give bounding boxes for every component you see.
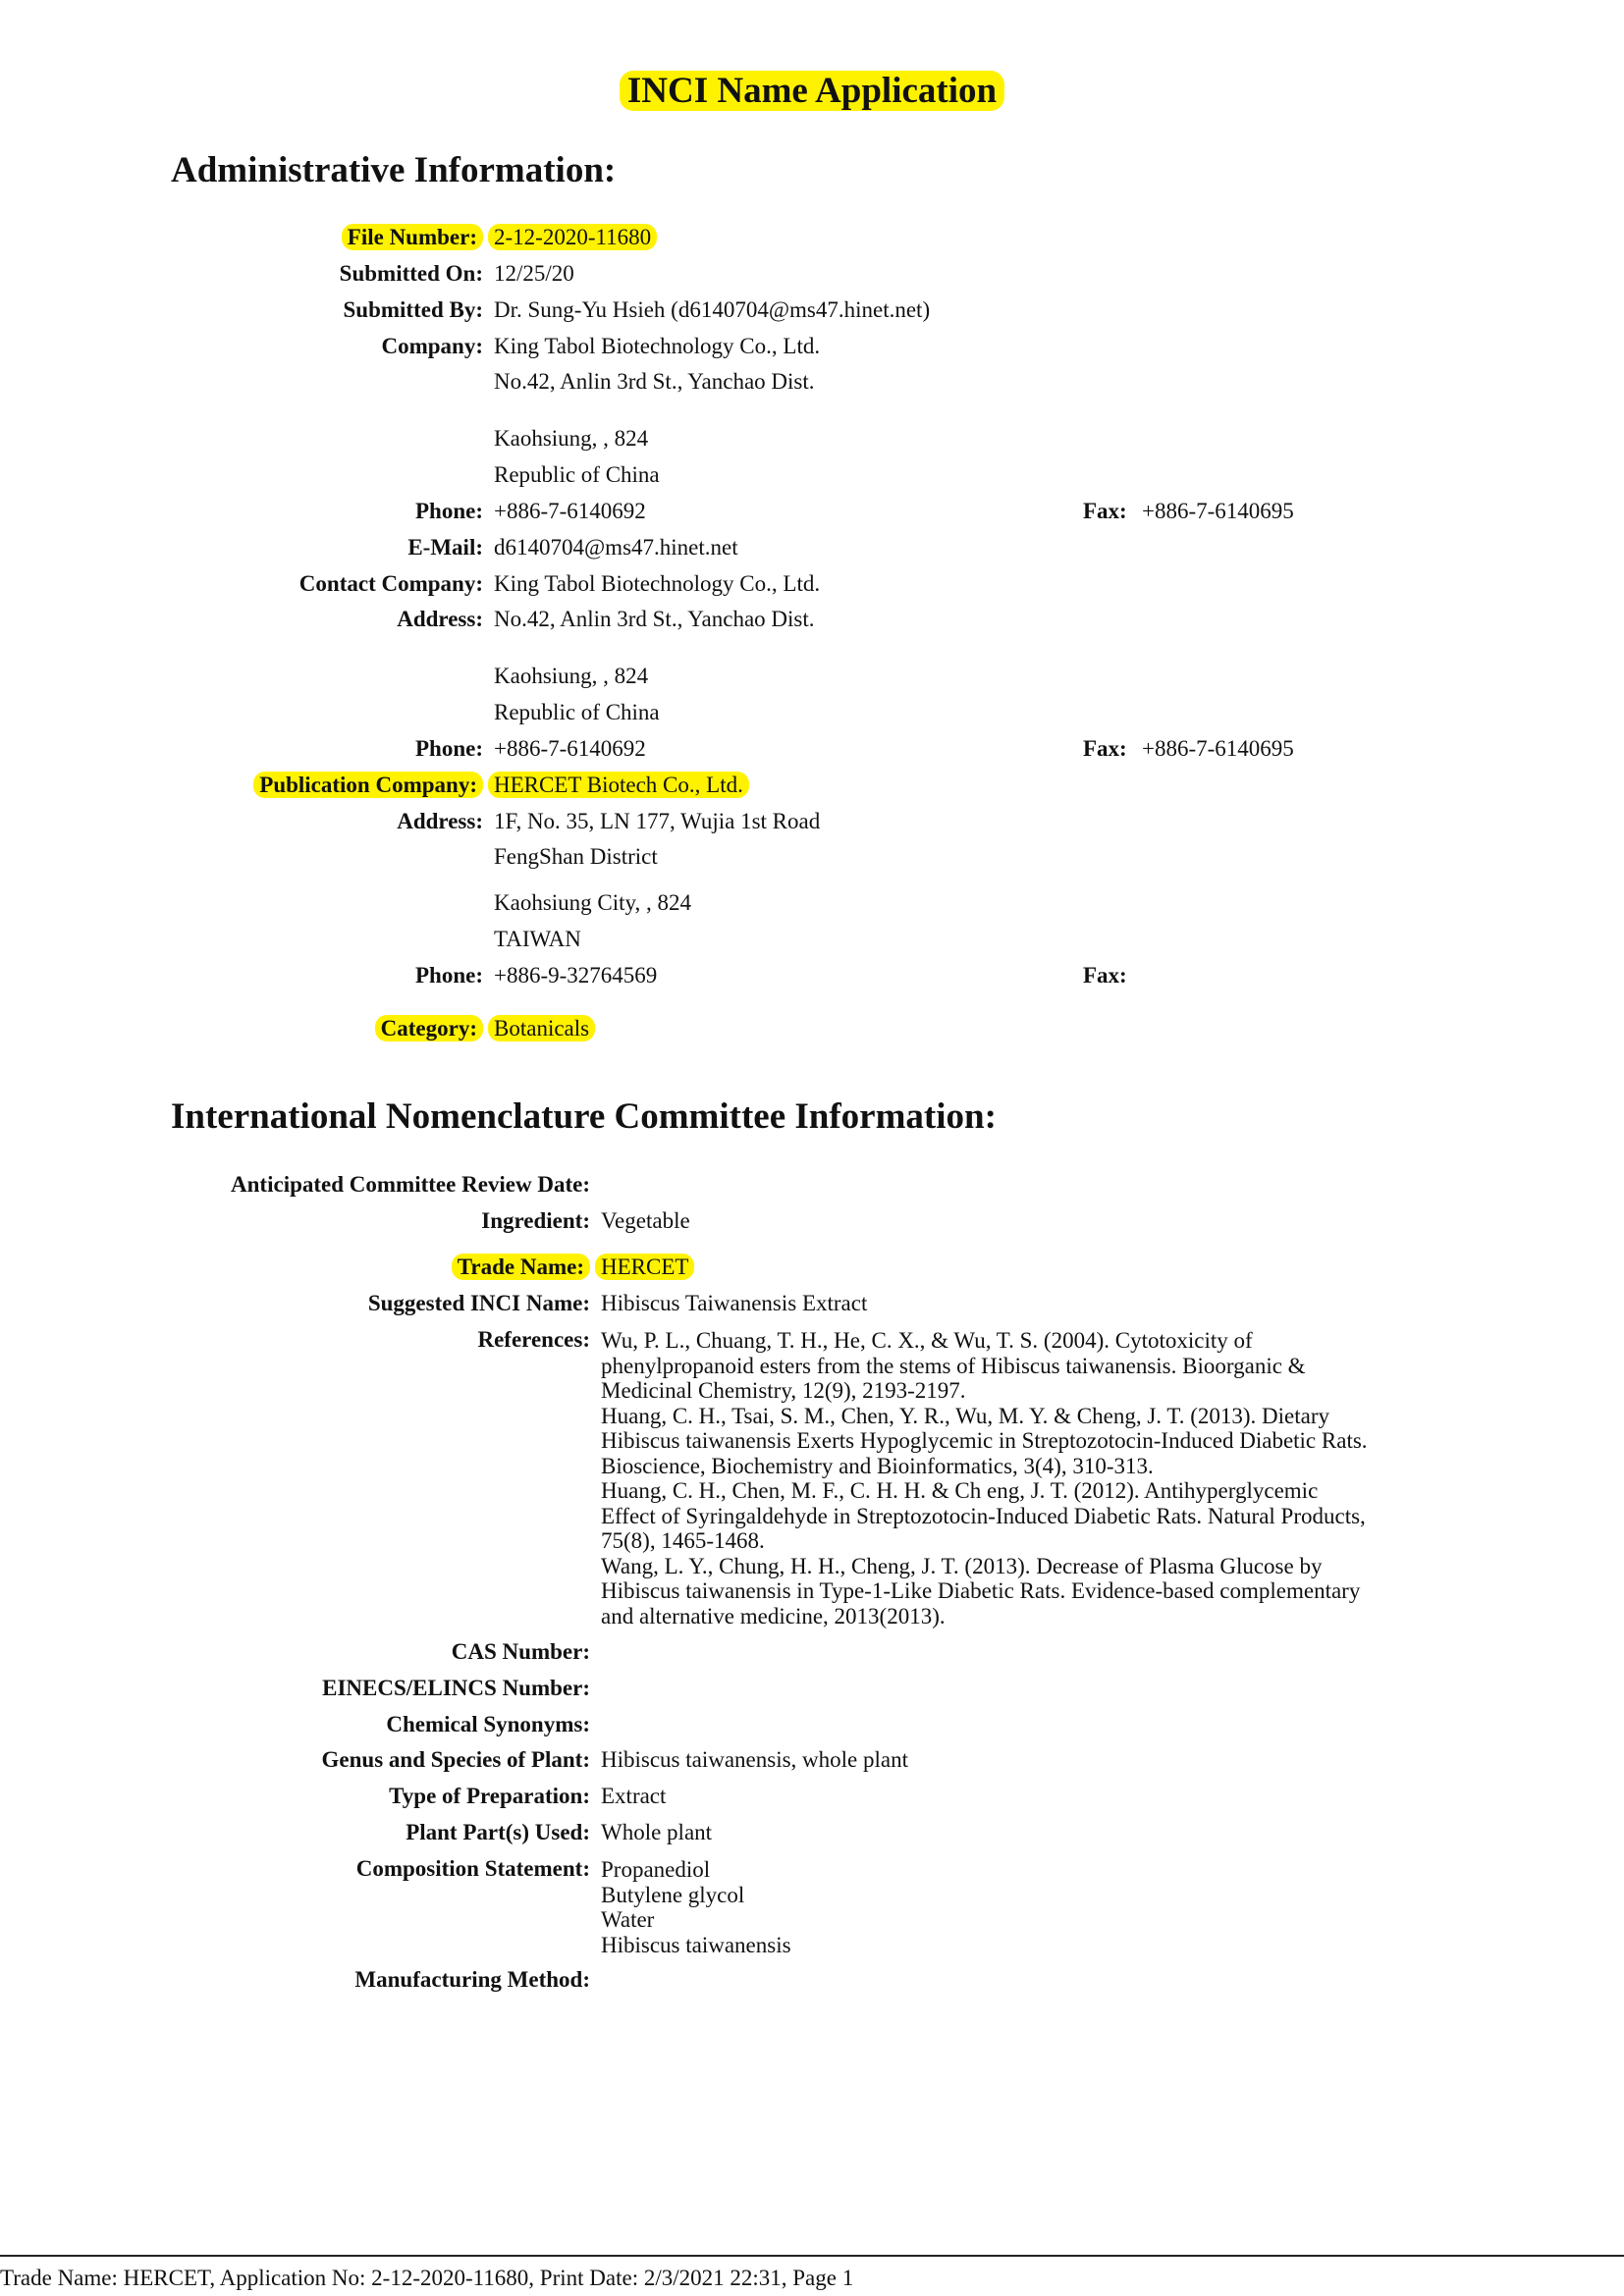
manufacturing-label: Manufacturing Method: [354, 1967, 590, 1992]
reference-line: and alternative medicine, 2013(2013). [601, 1603, 946, 1629]
composition-item: Hibiscus taiwanensis [601, 1932, 791, 1957]
prep-label: Type of Preparation: [389, 1784, 590, 1808]
reference-line: Huang, C. H., Tsai, S. M., Chen, Y. R., Wu, M. Y. & Cheng, J. T. (2013). Dietary [601, 1403, 1329, 1428]
company-phone: +886-7-6140692 [494, 499, 646, 523]
pub-phone: +886-9-32764569 [494, 963, 658, 988]
page-footer: Trade Name: HERCET, Application No: 2-12-2020-11680, Print Date: 2/3/2021 22:31, Page 1 [0, 2266, 854, 2290]
contact-address: No.42, Anlin 3rd St., Yanchao Dist. [494, 607, 815, 631]
trade-name-label: Trade Name: [452, 1253, 590, 1282]
genus-label: Genus and Species of Plant: [321, 1747, 590, 1772]
file-number-value: 2-12-2020-11680 [488, 223, 657, 252]
company-city: Kaohsiung, , 824 [494, 426, 649, 451]
committee-heading: International Nomenclature Committee Information: [171, 1096, 997, 1137]
contact-city: Kaohsiung, , 824 [494, 664, 649, 688]
reference-line: Wang, L. Y., Chung, H. H., Cheng, J. T. (2013). Decrease of Plasma Glucose by [601, 1553, 1323, 1578]
reference-line: Wu, P. L., Chuang, T. H., He, C. X., & Wu, T. S. (2004). Cytotoxicity of [601, 1328, 1253, 1353]
pub-fax-label: Fax: [1083, 963, 1127, 988]
company-country: Republic of China [494, 462, 660, 487]
pub-country: TAIWAN [494, 927, 581, 951]
submitted-on-value: 12/25/20 [494, 261, 574, 286]
category-value: Botanicals [488, 1014, 595, 1043]
file-number-label: File Number: [342, 223, 483, 252]
genus-value: Hibiscus taiwanensis, whole plant [601, 1747, 909, 1772]
contact-company: King Tabol Biotechnology Co., Ltd. [494, 571, 821, 596]
references-block [601, 1328, 1368, 1629]
reference-line: Hibiscus taiwanensis Exerts Hypoglycemic in Streptozotocin-Induced Diabetic Rats. [601, 1428, 1368, 1453]
pub-address-label: Address: [397, 809, 483, 833]
company-address: No.42, Anlin 3rd St., Yanchao Dist. [494, 369, 815, 394]
contact-company-label: Contact Company: [298, 571, 483, 596]
einecs-label: EINECS/ELINCS Number: [322, 1676, 590, 1700]
company-name: King Tabol Biotechnology Co., Ltd. [494, 334, 821, 358]
submitted-on-label: Submitted On: [339, 261, 483, 286]
composition-item: Butylene glycol [601, 1882, 745, 1907]
composition-block [601, 1857, 791, 1957]
company-label: Company: [381, 334, 483, 358]
contact-fax: +886-7-6140695 [1142, 736, 1294, 761]
contact-address-label: Address: [397, 607, 483, 631]
trade-name-value: HERCET [595, 1253, 694, 1282]
pub-phone-label: Phone: [415, 963, 483, 988]
reference-line: Hibiscus taiwanensis in Type-1-Like Diabetic Rats. Evidence-based complementary [601, 1578, 1361, 1603]
contact-phone: +886-7-6140692 [494, 736, 646, 761]
pub-address2: FengShan District [494, 844, 658, 869]
email-label: E-Mail: [407, 535, 483, 560]
plant-part-value: Whole plant [601, 1820, 713, 1844]
composition-item: Propanediol [601, 1857, 711, 1882]
submitted-by-value: Dr. Sung-Yu Hsieh (d6140704@ms47.hinet.net) [494, 297, 931, 322]
submitted-by-label: Submitted By: [343, 297, 483, 322]
synonyms-label: Chemical Synonyms: [386, 1712, 590, 1736]
contact-country: Republic of China [494, 700, 660, 724]
admin-heading: Administrative Information: [171, 150, 617, 190]
ingredient-value: Vegetable [601, 1208, 690, 1233]
contact-fax-label: Fax: [1083, 736, 1127, 761]
company-fax-label: Fax: [1083, 499, 1127, 523]
reference-line: Effect of Syringaldehyde in Streptozotocin-Induced Diabetic Rats. Natural Products, [601, 1503, 1366, 1528]
composition-label: Composition Statement: [355, 1856, 590, 1881]
contact-phone-label: Phone: [415, 736, 483, 761]
category-label: Category: [375, 1014, 483, 1043]
document-title [0, 69, 1624, 114]
document-title-text: INCI Name Application [620, 71, 1004, 111]
suggested-inci-value: Hibiscus Taiwanensis Extract [601, 1291, 868, 1315]
cas-label: CAS Number: [451, 1639, 590, 1664]
ingredient-label: Ingredient: [481, 1208, 590, 1233]
reference-line: Huang, C. H., Chen, M. F., C. H. H. & Ch eng, J. T. (2012). Antihyperglycemic [601, 1478, 1319, 1503]
reference-line: Medicinal Chemistry, 12(9), 2193-2197. [601, 1378, 966, 1403]
email-value: d6140704@ms47.hinet.net [494, 535, 738, 560]
reference-line: phenylpropanoid esters from the stems of Hibiscus taiwanensis. Bioorganic & [601, 1353, 1306, 1378]
company-fax: +886-7-6140695 [1142, 499, 1294, 523]
review-date-label: Anticipated Committee Review Date: [231, 1172, 590, 1197]
footer-divider [0, 2255, 1624, 2257]
pub-address1: 1F, No. 35, LN 177, Wujia 1st Road [494, 809, 821, 833]
reference-line: Bioscience, Biochemistry and Bioinformatics, 3(4), 310-313. [601, 1453, 1154, 1478]
composition-item: Water [601, 1907, 655, 1932]
references-label: References: [477, 1327, 590, 1352]
prep-value: Extract [601, 1784, 667, 1808]
suggested-inci-label: Suggested INCI Name: [367, 1291, 590, 1315]
plant-part-label: Plant Part(s) Used: [406, 1820, 590, 1844]
reference-line: 75(8), 1465-1468. [601, 1528, 765, 1553]
pub-city: Kaohsiung City, , 824 [494, 890, 692, 915]
publication-company-label: Publication Company: [253, 771, 483, 800]
company-phone-label: Phone: [415, 499, 483, 523]
publication-company: HERCET Biotech Co., Ltd. [488, 771, 749, 800]
